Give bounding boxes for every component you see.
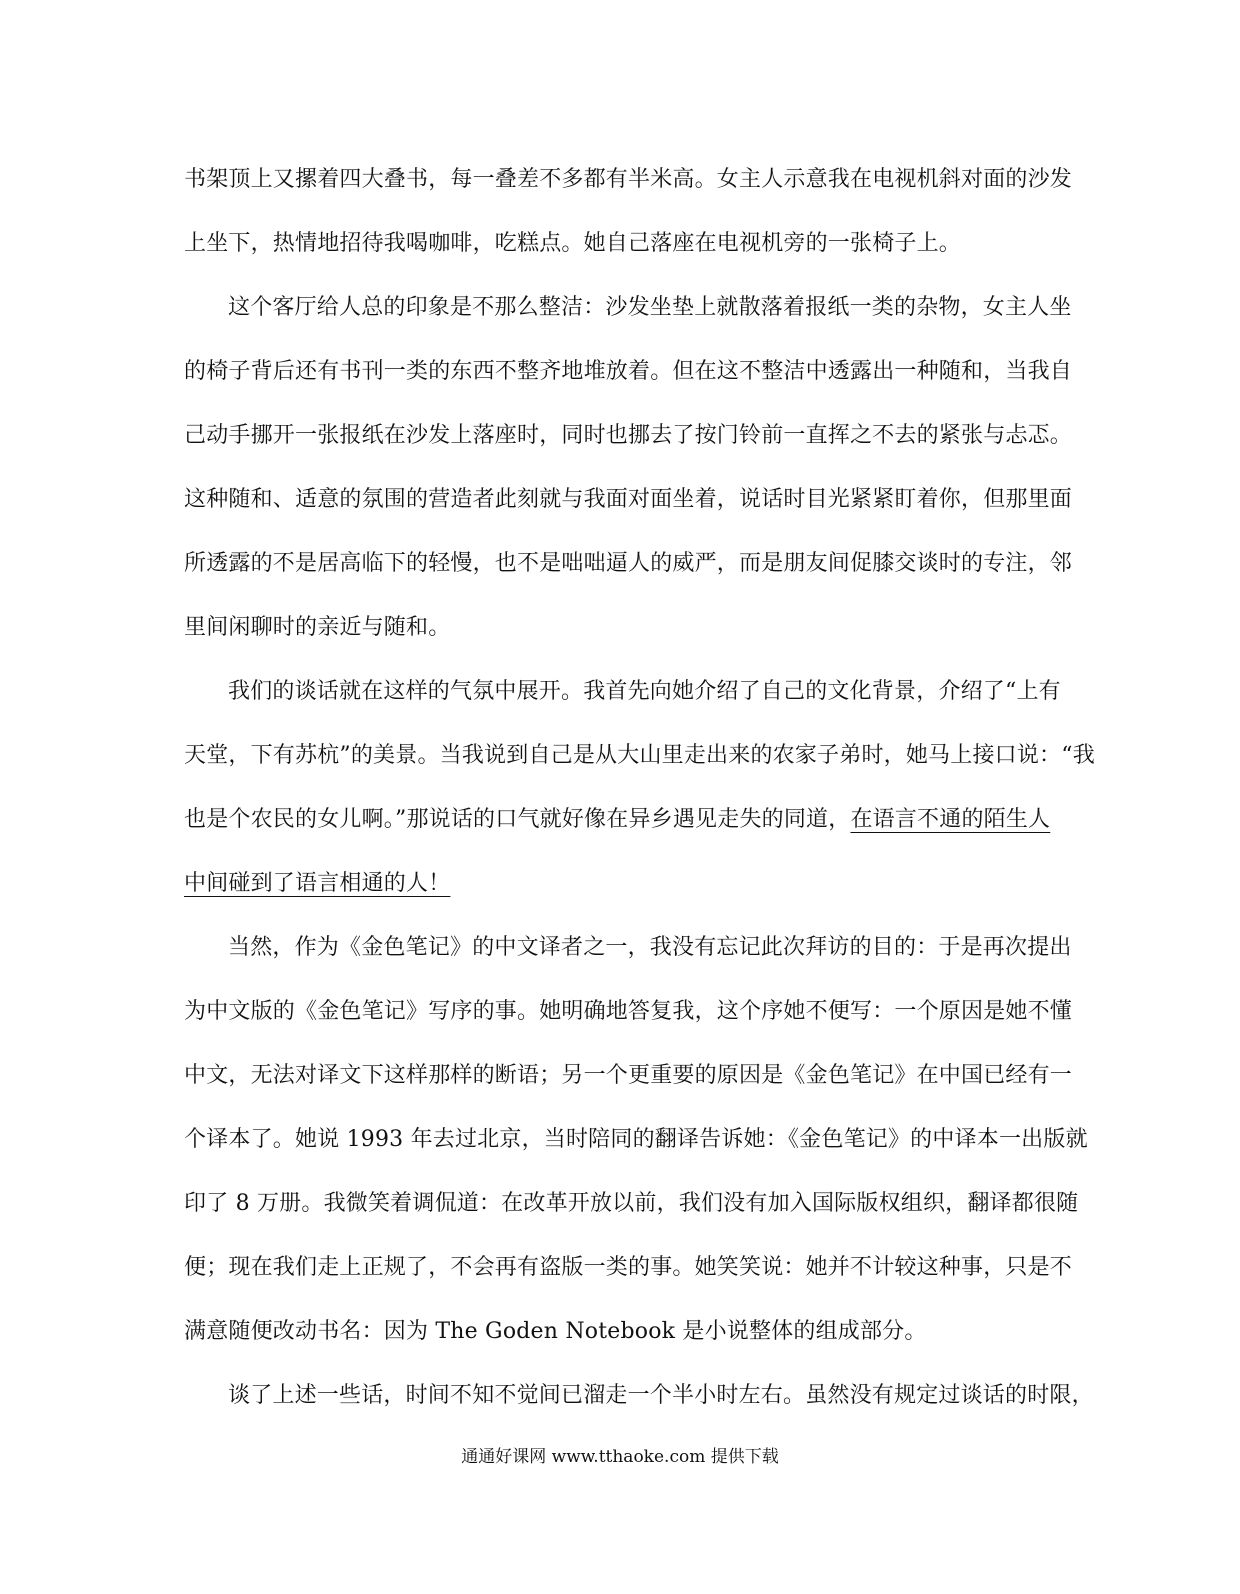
paragraph-2-line-4: 这种随和、适意的氛围的营造者此刻就与我面对面坐着，说话时目光紧紧盯着你，但那里面 [184,487,1073,512]
paragraph-3-line-3 [184,803,1051,837]
paragraph-3-line-1: 我们的谈话就在这样的气氛中展开。我首先向她介绍了自己的文化背景，介绍了“上有 [228,679,1061,704]
paragraph-2-line-1: 这个客厅给人总的印象是不那么整洁：沙发坐垫上就散落着报纸一类的杂物，女主人坐 [228,295,1072,320]
paragraph-4-line-6: 便；现在我们走上正规了，不会再有盗版一类的事。她笑笑说：她并不计较这种事，只是不 [184,1255,1073,1280]
paragraph-4-line-2: 为中文版的《金色笔记》写序的事。她明确地答复我，这个序她不便写：一个原因是她不懂 [184,999,1073,1024]
paragraph-3-line-2: 天堂，下有苏杭”的美景。当我说到自己是从大山里走出来的农家子弟时，她马上接口说：“我 [184,743,1095,768]
paragraph-3-line-4 [184,867,1038,901]
paragraph-4-line-5: 印了 8 万册。我微笑着调侃道：在改革开放以前，我们没有加入国际版权组织，翻译都很随 [184,1191,1079,1216]
paragraph-2-line-3: 己动手挪开一张报纸在沙发上落座时，同时也挪去了按门铃前一直挥之不去的紧张与忐忑。 [184,423,1073,448]
paragraph-2-line-5: 所透露的不是居高临下的轻慢，也不是咄咄逼人的威严，而是朋友间促膝交谈时的专注，邻 [184,551,1073,576]
paragraph-2-line-2: 的椅子背后还有书刊一类的东西不整齐地堆放着。但在这不整洁中透露出一种随和，当我自 [184,359,1073,384]
paragraph-5-line-1: 谈了上述一些话，时间不知不觉间已溜走一个半小时左右。虽然没有规定过谈话的时限， [228,1383,1094,1408]
underlined-phrase: 在语言不通的陌生人 [850,807,1051,832]
paragraph-4-line-4: 个译本了。她说 1993 年去过北京，当时陪同的翻译告诉她：《金色笔记》的中译本一出版就 [184,1127,1088,1152]
paragraph-4-line-7: 满意随便改动书名：因为 The Goden Notebook 是小说整体的组成部分。 [184,1319,927,1344]
paragraph-2-line-6: 里间闲聊时的亲近与随和。 [184,615,451,640]
paragraph-4-line-1: 当然，作为《金色笔记》的中文译者之一，我没有忘记此次拜访的目的：于是再次提出 [228,935,1072,960]
paragraph-1-line-1: 书架顶上又摞着四大叠书，每一叠差不多都有半米高。女主人示意我在电视机斜对面的沙发 [184,167,1073,192]
paragraph-4-line-3: 中文，无法对译文下这样那样的断语；另一个更重要的原因是《金色笔记》在中国已经有一 [184,1063,1073,1088]
underlined-phrase-continued: 中间碰到了语言相通的人！ [184,871,451,896]
page-footer: 通通好课网 www.tthaoke.com 提供下载 [461,1447,779,1467]
paragraph-3-line-3-text: 也是个农民的女儿啊。”那说话的口气就好像在异乡遇见走失的同道， [184,807,851,832]
paragraph-1-line-2: 上坐下，热情地招待我喝咖啡，吃糕点。她自己落座在电视机旁的一张椅子上。 [184,231,962,256]
